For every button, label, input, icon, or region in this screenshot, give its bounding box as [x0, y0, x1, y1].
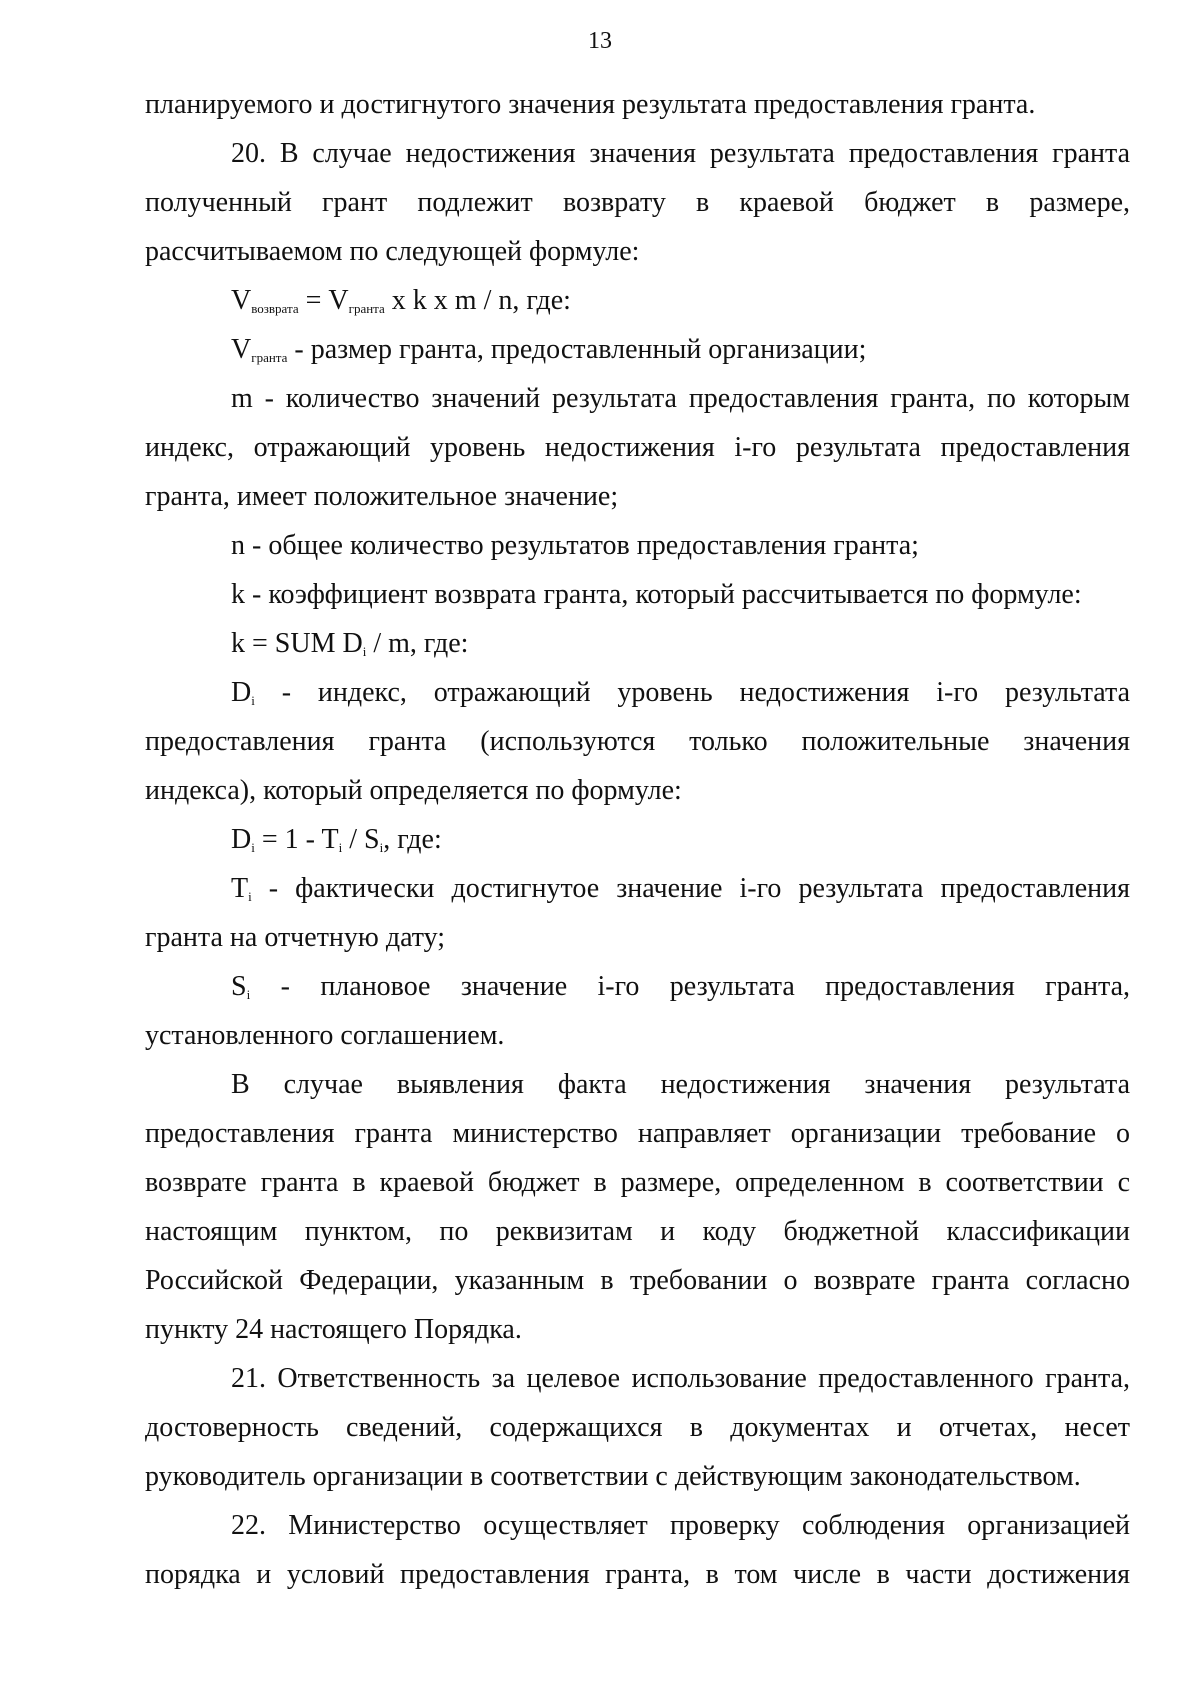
formula-line: $S_i$ - плановое значение i-го результата предоставления гранта, — [231, 971, 1130, 1002]
text-line: руководитель организации в соответствии с действующим законодательством. — [145, 1461, 1081, 1492]
formula-line: $V_{гранта}$ - размер гранта, предоставленный организации; — [231, 334, 867, 365]
text-line: В случае выявления факта недостижения значения результата — [231, 1069, 1130, 1100]
text-line: планируемого и достигнутого значения результата предоставления гранта. — [145, 89, 1036, 120]
text-line: достоверность сведений, содержащихся в документах и отчетах, несет — [145, 1412, 1130, 1443]
document-body — [145, 80, 1130, 1599]
text-line: m - количество значений результата предоставления гранта, по которым — [231, 383, 1130, 414]
text-line: индекс, отражающий уровень недостижения i-го результата предоставления — [145, 432, 1130, 463]
formula-line: $T_i$ - фактически достигнутое значение i-го результата предоставления — [231, 873, 1130, 904]
formula-line: $D_i$ - индекс, отражающий уровень недостижения i-го результата — [231, 677, 1130, 708]
formula-line: $D_i = 1 - T_i / S_i$, где: — [231, 824, 442, 855]
text-line: рассчитываемом по следующей формуле: — [145, 236, 640, 267]
text-line: полученный грант подлежит возврату в краевой бюджет в размере, — [145, 187, 1130, 218]
text-line: k - коэффициент возврата гранта, который рассчитывается по формуле: — [231, 579, 1082, 610]
text-line: n - общее количество результатов предоставления гранта; — [231, 530, 919, 561]
text-line: пункту 24 настоящего Порядка. — [145, 1314, 522, 1345]
text-line: 20. В случае недостижения значения результата предоставления гранта — [231, 138, 1130, 169]
text-line: гранта на отчетную дату; — [145, 922, 446, 953]
formula-line: $V_{возврата} = V_{гранта}$ x k x m / n, где: — [231, 285, 571, 316]
text-line: гранта, имеет положительное значение; — [145, 481, 619, 512]
text-line: настоящим пунктом, по реквизитам и коду бюджетной классификации — [145, 1216, 1130, 1247]
formula-line: k = SUM $D_i$ / m, где: — [231, 628, 469, 659]
text-line: Российской Федерации, указанным в требовании о возврате гранта согласно — [145, 1265, 1130, 1296]
text-line: 21. Ответственность за целевое использование предоставленного гранта, — [231, 1363, 1130, 1394]
text-line: предоставления гранта министерство направляет организации требование о — [145, 1118, 1130, 1149]
text-line: возврате гранта в краевой бюджет в размере, определенном в соответствии с — [145, 1167, 1130, 1198]
page-number: 13 — [588, 28, 612, 54]
text-line: установленного соглашением. — [145, 1020, 505, 1051]
text-line: 22. Министерство осуществляет проверку соблюдения организацией — [231, 1510, 1130, 1541]
text-line: индекса), который определяется по формуле: — [145, 775, 682, 806]
text-line: порядка и условий предоставления гранта, в том числе в части достижения — [145, 1559, 1130, 1590]
text-line: предоставления гранта (используются только положительные значения — [145, 726, 1130, 757]
